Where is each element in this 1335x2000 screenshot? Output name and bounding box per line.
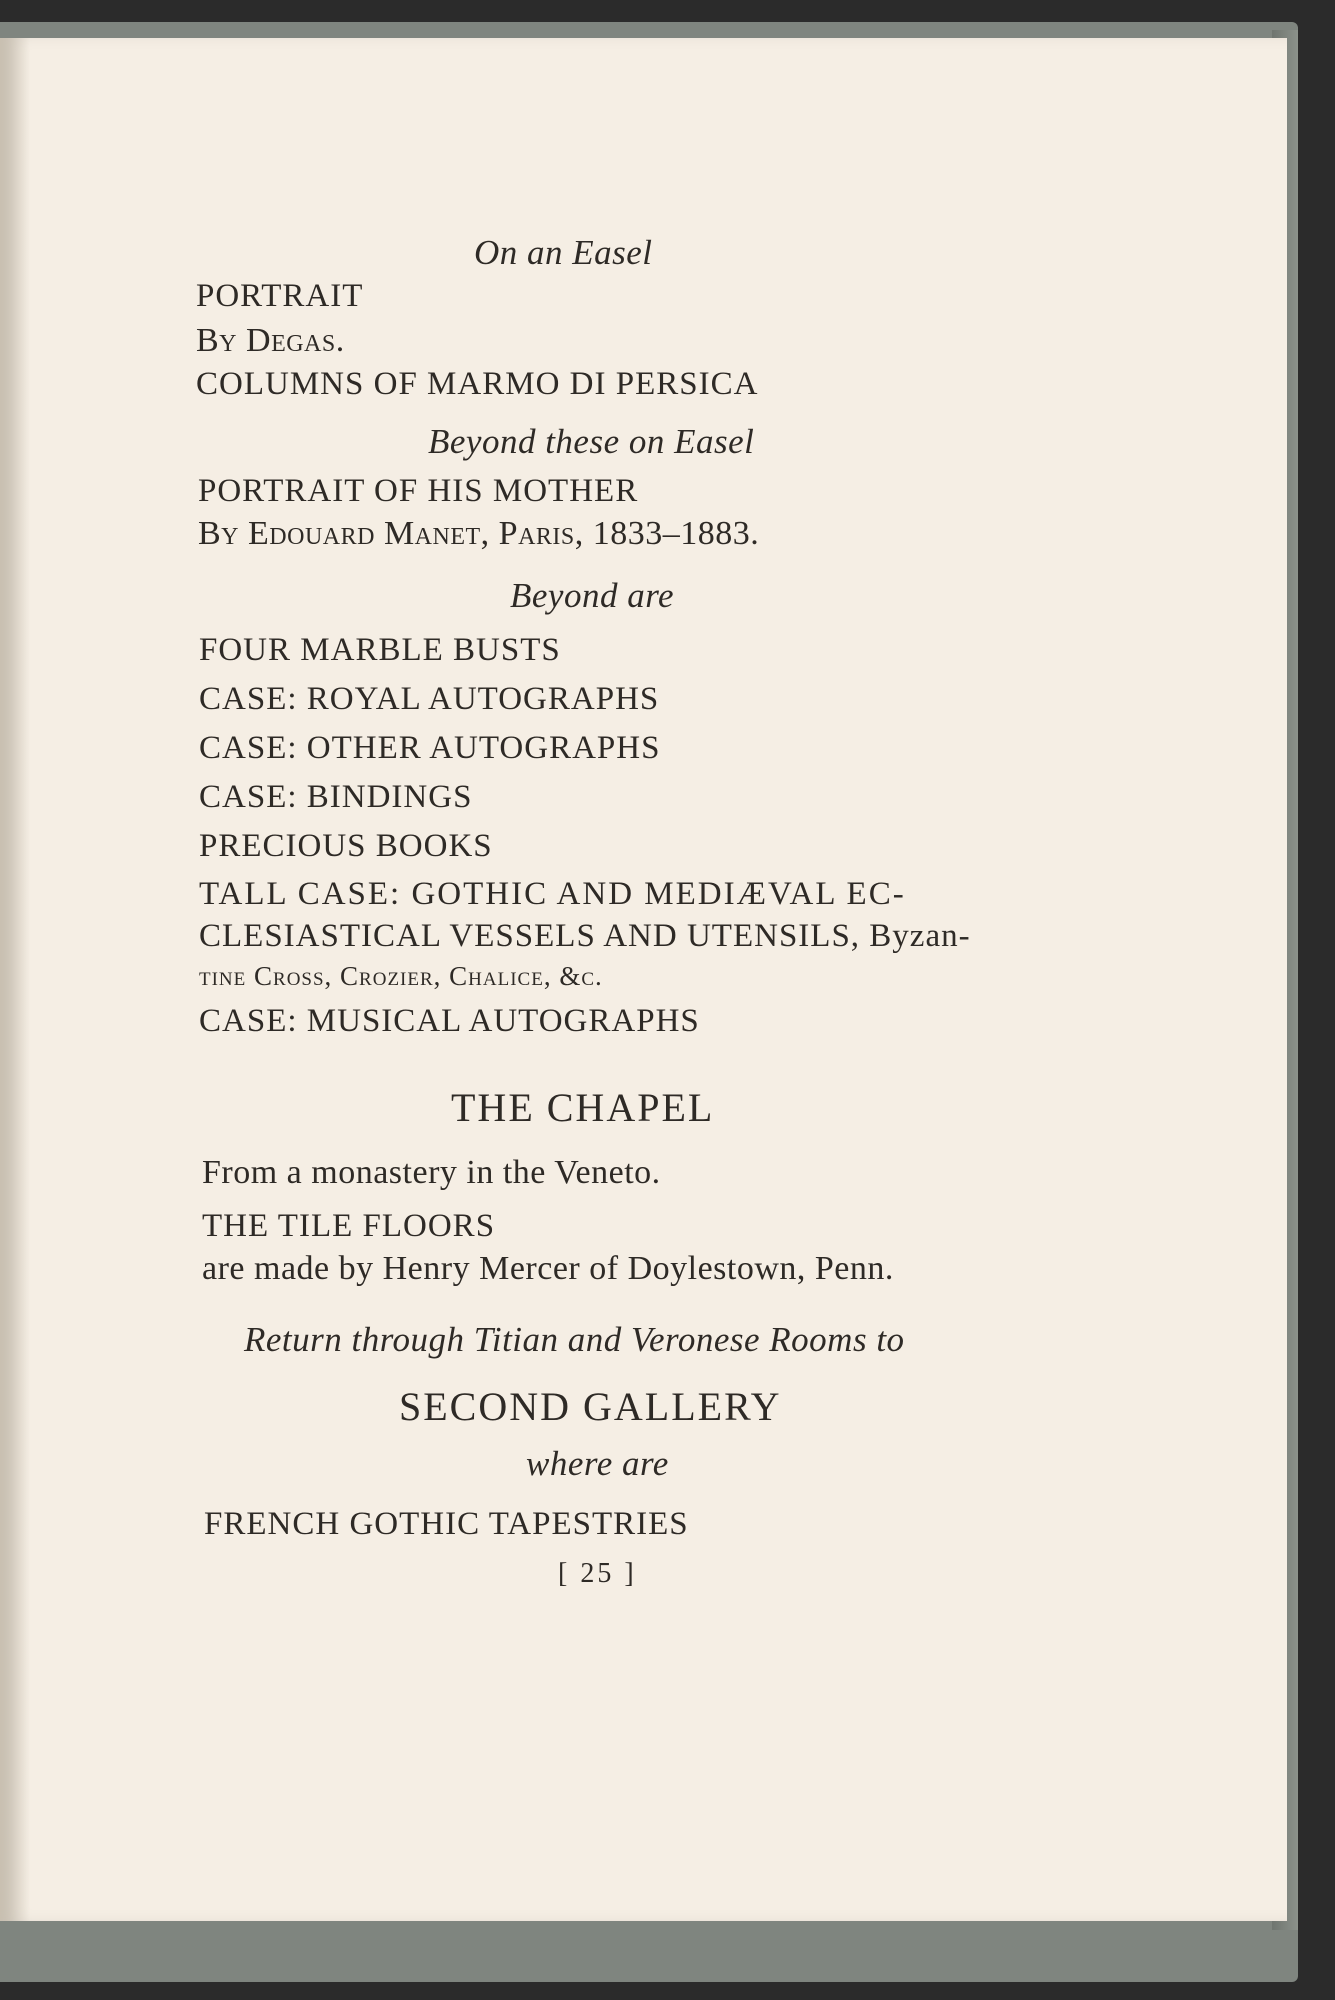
section-heading-second-gallery: SECOND GALLERY bbox=[399, 1384, 782, 1429]
subheading-on-an-easel: On an Easel bbox=[474, 233, 653, 272]
entry-portrait-mother: PORTRAIT OF HIS MOTHER bbox=[198, 473, 639, 509]
entry-tile-floors: THE TILE FLOORS bbox=[202, 1208, 496, 1244]
entry-other-autographs: CASE: OTHER AUTOGRAPHS bbox=[199, 730, 661, 766]
subheading-beyond-are: Beyond are bbox=[510, 576, 675, 615]
attribution-manet: By Edouard Manet, Paris, 1833–1883. bbox=[198, 515, 760, 552]
chapel-description: From a monastery in the Veneto. bbox=[202, 1154, 661, 1191]
entry-marble-busts: FOUR MARBLE BUSTS bbox=[199, 632, 561, 668]
direction-return-through: Return through Titian and Veronese Rooms to bbox=[244, 1320, 905, 1359]
subheading-beyond-these: Beyond these on Easel bbox=[428, 422, 755, 461]
section-heading-the-chapel: THE CHAPEL bbox=[451, 1085, 715, 1130]
entry-musical-autographs: CASE: MUSICAL AUTOGRAPHS bbox=[199, 1003, 700, 1039]
entry-tall-case-line1: TALL CASE: GOTHIC AND MEDIÆVAL EC- bbox=[199, 876, 906, 912]
entry-bindings: CASE: BINDINGS bbox=[199, 779, 473, 815]
entry-tall-case-line3: tine Cross, Crozier, Chalice, &c. bbox=[199, 961, 603, 991]
entry-french-gothic-tapestries: FRENCH GOTHIC TAPESTRIES bbox=[204, 1506, 689, 1542]
entry-columns: COLUMNS OF MARMO DI PERSICA bbox=[196, 366, 759, 402]
tile-floors-description: are made by Henry Mercer of Doylestown, Penn. bbox=[202, 1250, 894, 1287]
entry-portrait: PORTRAIT bbox=[196, 278, 364, 314]
entry-royal-autographs: CASE: ROYAL AUTOGRAPHS bbox=[199, 681, 660, 717]
subheading-where-are: where are bbox=[526, 1444, 669, 1483]
entry-precious-books: PRECIOUS BOOKS bbox=[199, 828, 493, 864]
page-number: [ 25 ] bbox=[558, 1558, 637, 1589]
page-gutter bbox=[0, 38, 30, 1921]
entry-tall-case-line2: CLESIASTICAL VESSELS AND UTENSILS, Byzan- bbox=[199, 918, 971, 954]
book-page bbox=[0, 38, 1287, 1921]
attribution-degas: By Degas. bbox=[196, 322, 345, 359]
